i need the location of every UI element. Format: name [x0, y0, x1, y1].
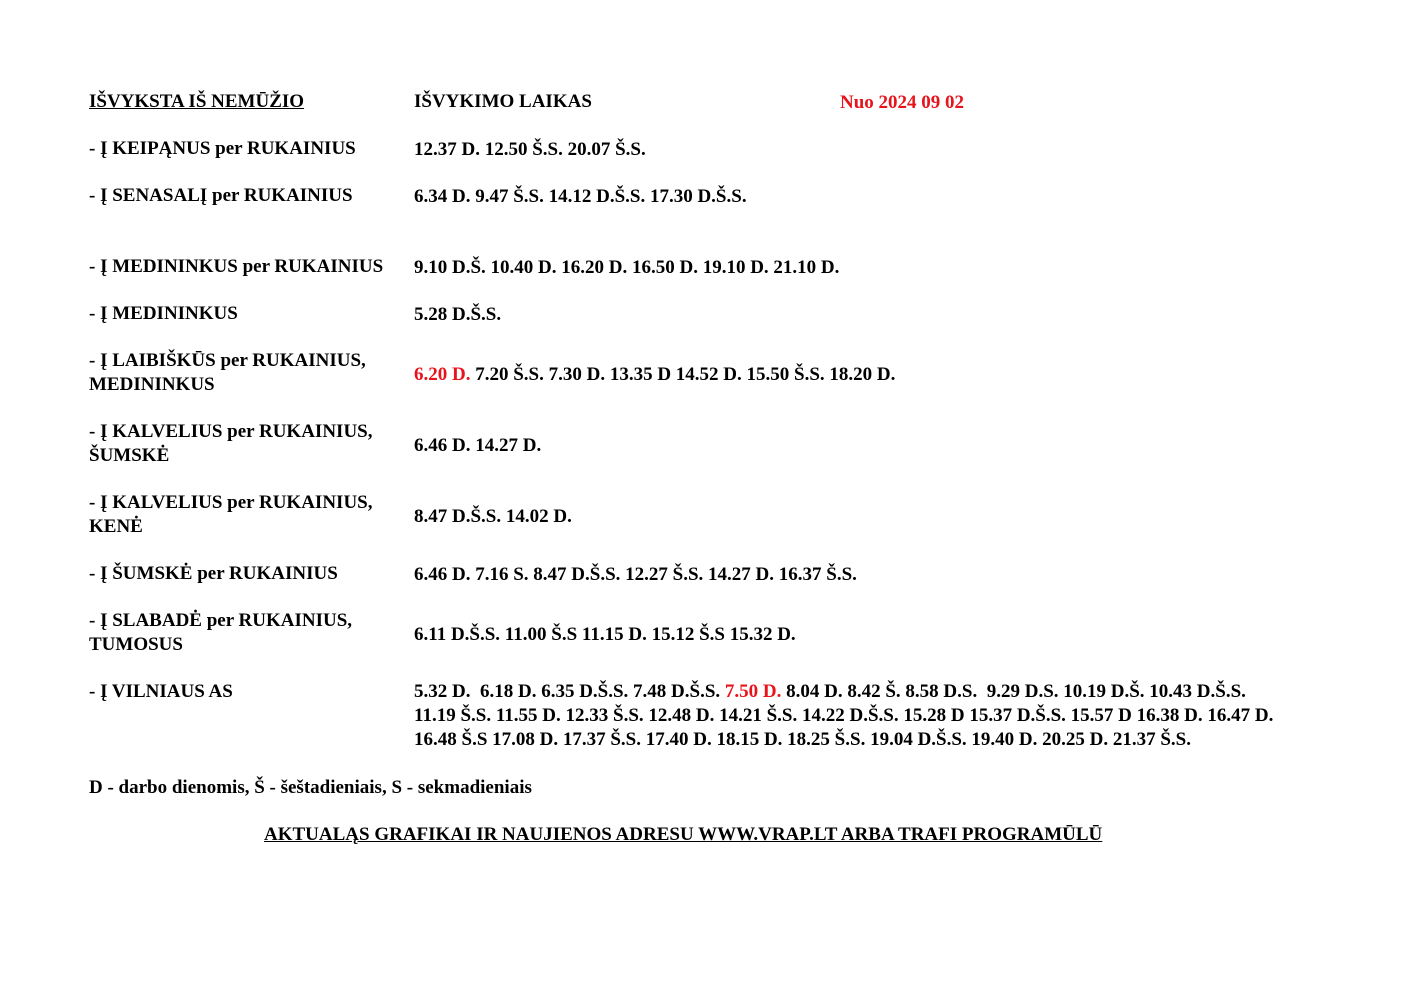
route-destination [89, 184, 409, 208]
route-destination [89, 255, 409, 279]
legend-text: D - darbo dienomis, Š - šeštadieniais, S - sekmadieniais [89, 777, 532, 798]
route-times [414, 505, 1314, 529]
route-times [414, 680, 1314, 752]
route-time-segment: 6.46 D. 7.16 S. 8.47 D.Š.S. 12.27 Š.S. 14.27 D. 16.37 Š.S. [414, 564, 857, 585]
valid-from-date: Nuo 2024 09 02 [840, 92, 965, 113]
route-destination-line1: - Į VILNIAUS AS [89, 681, 233, 702]
route-time-segment: 6.46 D. 14.27 D. [414, 435, 542, 456]
route-destination-line1: - Į MEDININKUS [89, 303, 238, 324]
route-times [414, 363, 1314, 387]
route-times-line [414, 704, 1314, 728]
route-destination-line1: - Į SLABADĖ per RUKAINIUS, [89, 610, 353, 631]
route-destination-line1: - Į ŠUMSKĖ per RUKAINIUS [89, 563, 338, 584]
departure-header: IŠVYKSTA IŠ NEMŪŽIO [89, 91, 305, 112]
route-time-segment: 6.11 D.Š.S. 11.00 Š.S 11.15 D. 15.12 Š.S 15.32 D. [414, 624, 796, 645]
route-destination-line1: - Į LAIBIŠKŪS per RUKAINIUS, [89, 350, 366, 371]
route-destination-line2: MEDININKUS [89, 374, 215, 395]
route-destination [89, 302, 409, 326]
route-times [414, 563, 1314, 587]
route-time-segment: 16.48 Š.S 17.08 D. 17.37 Š.S. 17.40 D. 18.15 D. 18.25 Š.S. 19.04 D.Š.S. 19.40 D. 20.25 D. 21.37 Š.S. [414, 729, 1191, 750]
route-time-segment: 8.47 D.Š.S. 14.02 D. [414, 506, 572, 527]
route-time-segment-highlight: 6.20 D. [414, 364, 471, 385]
footer-notice: AKTUALĄS GRAFIKAI IR NAUJIENOS ADRESU WWW.VRAP.LT ARBA TRAFI PROGRAMŪLŪ [264, 824, 1103, 845]
route-times-line [414, 680, 1314, 704]
route-time-segment: 7.20 Š.S. 7.30 D. 13.35 D 14.52 D. 15.50 Š.S. 18.20 D. [470, 364, 896, 385]
route-destination [89, 562, 409, 586]
route-destination-line1: - Į KEIPĄNUS per RUKAINIUS [89, 138, 356, 159]
route-destination [89, 420, 409, 468]
route-destination [89, 609, 409, 657]
route-destination [89, 349, 409, 397]
route-times [414, 138, 1314, 162]
route-time-segment: 8.04 D. 8.42 Š. 8.58 D.S. 9.29 D.S. 10.19 D.Š. 10.43 D.Š.S. [781, 681, 1246, 702]
route-time-segment: 9.10 D.Š. 10.40 D. 16.20 D. 16.50 D. 19.10 D. 21.10 D. [414, 257, 840, 278]
route-times [414, 256, 1314, 280]
route-destination-line2: TUMOSUS [89, 634, 183, 655]
route-destination-line2: KENĖ [89, 516, 143, 537]
route-time-segment: 6.34 D. 9.47 Š.S. 14.12 D.Š.S. 17.30 D.Š.S. [414, 186, 747, 207]
route-times [414, 185, 1314, 209]
route-destination-line2: ŠUMSKĖ [89, 445, 170, 466]
departure-time-header: IŠVYKIMO LAIKAS [414, 91, 592, 112]
route-destination [89, 680, 409, 704]
route-time-segment-highlight: 7.50 D. [724, 681, 782, 702]
route-destination [89, 491, 409, 539]
route-times-line [414, 728, 1314, 752]
route-time-segment: 12.37 D. 12.50 Š.S. 20.07 Š.S. [414, 139, 646, 160]
route-destination-line1: - Į KALVELIUS per RUKAINIUS, [89, 492, 373, 513]
route-times [414, 303, 1314, 327]
route-destination-line1: - Į KALVELIUS per RUKAINIUS, [89, 421, 373, 442]
route-destination-line1: - Į MEDININKUS per RUKAINIUS [89, 256, 384, 277]
route-time-segment: 5.32 D. 6.18 D. 6.35 D.Š.S. 7.48 D.Š.S. [414, 681, 725, 702]
route-destination-line1: - Į SENASALĮ per RUKAINIUS [89, 185, 353, 206]
route-time-segment: 5.28 D.Š.S. [414, 304, 502, 325]
route-times [414, 434, 1314, 458]
route-destination [89, 137, 409, 161]
route-times [414, 623, 1314, 647]
route-time-segment: 11.19 Š.S. 11.55 D. 12.33 Š.S. 12.48 D. 14.21 Š.S. 14.22 D.Š.S. 15.28 D 15.37 D.Š.S. 15.57 D 16.38 D. 16.47 D. [414, 705, 1274, 726]
